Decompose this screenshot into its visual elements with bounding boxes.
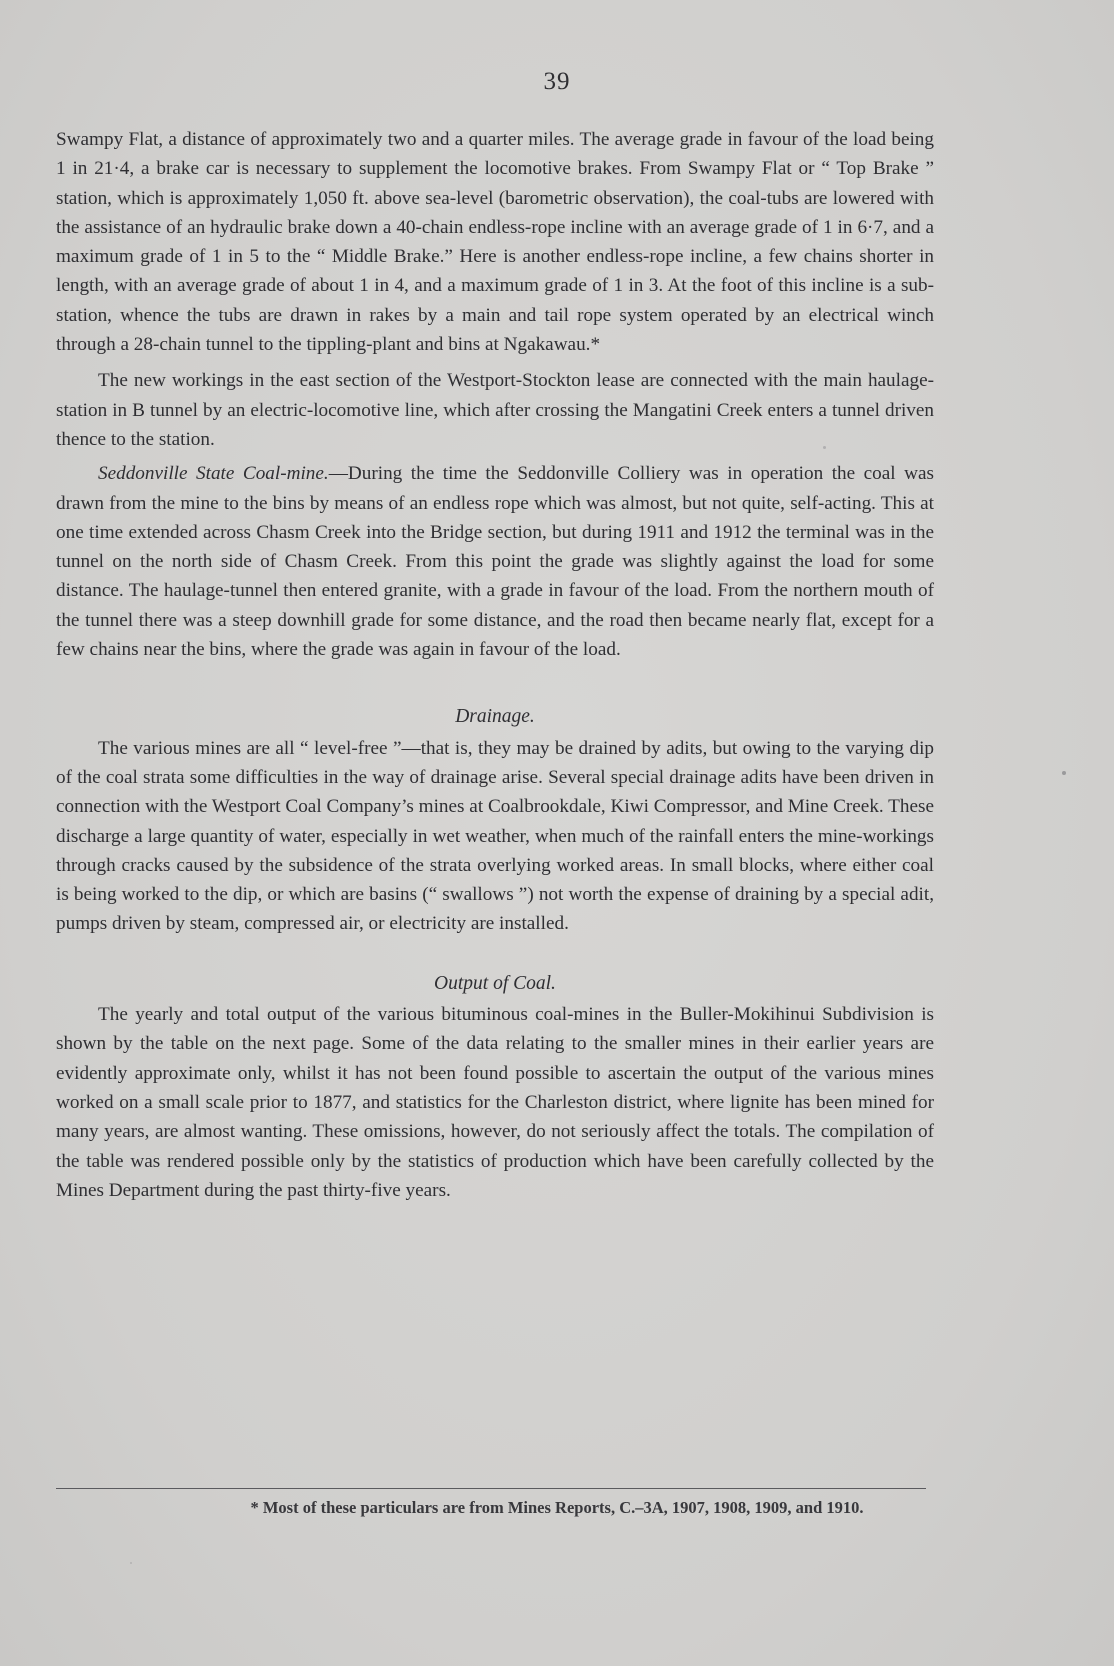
seddonville-lead-heading: Seddonville State Coal-mine. xyxy=(98,463,329,485)
paper-speck xyxy=(1062,771,1066,775)
page-number: 39 xyxy=(543,68,571,95)
paragraph-seddonville xyxy=(56,459,934,664)
section-heading-drainage: Drainage. xyxy=(455,706,535,728)
paragraph-drainage: The various mines are all “ level-free ”—that is, they may be drained by adits, but owing to the varying dip of the coal strata some difficulties in the way of drainage arise. Several special drainage adits have been driven in connection with the Westport Coal Company’s mines at Coalbrookdale, Kiwi Compressor, and Mine Creek. These discharge a large quantity of water, especially in wet weather, when much of the rainfall enters the mine-workings through cracks caused by the subsidence of the strata overlying worked areas. In small blocks, where either coal is being worked to the dip, or which are basins (“ swallows ”) not worth the expense of draining by a special adit, pumps driven by steam, compressed air, or electricity are installed. xyxy=(56,737,934,935)
paragraph-output: The yearly and total output of the various bituminous coal-mines in the Buller-Mokihinui Subdivision is shown by the table on the next page. Some of the data relating to the smaller mines in their earlier years are evidently approximate only, whilst it has not been found possible to ascertain the output of the various mines worked on a small scale prior to 1877, and statistics for the Charleston district, where lignite has been mined for many years, are almost wanting. These omissions, however, do not seriously affect the totals. The compilation of the table was rendered possible only by the statistics of production which have been carefully collected by the Mines Department during the past thirty-five years. xyxy=(56,1004,934,1201)
paper-speck xyxy=(823,446,826,449)
section-heading-output: Output of Coal. xyxy=(434,972,556,994)
paragraph-haulage-swampy-flat: Swampy Flat, a distance of approximately two and a quarter miles. The average grade in favour of the load being 1 in 21·4, a brake car is necessary to supplement the locomotive brakes. From Swampy Flat or “ Top Brake ” station, which is approximately 1,050 ft. above sea-level (barometric observation), the coal-tubs are lowered with the assistance of an hydraulic brake down a 40-chain endless-rope incline with an average grade of 1 in 6·7, and a maximum grade of 1 in 5 to the “ Middle Brake.” Here is another endless-rope incline, a few chains shorter in length, with an average grade of about 1 in 4, and a maximum grade of 1 in 3. At the foot of this incline is a sub-station, whence the tubs are drawn in rakes by a main and tail rope system operated by an electrical winch through a 28-chain tunnel to the tippling-plant and bins at Ngakawau.* xyxy=(56,129,934,356)
footnote-divider xyxy=(56,1488,926,1489)
body-text xyxy=(56,125,934,1205)
seddonville-body: —During the time the Seddonville Colliery was in operation the coal was drawn from the mine to the bins by means of an endless rope which was almost, but not quite, self-acting. This at one time extended across Chasm Creek into the Bridge section, but during 1911 and 1912 the terminal was in the tunnel on the north side of Chasm Creek. From this point the grade was slightly against the load for some distance. The haulage-tunnel then entered granite, with a grade in favour of the load. From the northern mouth of the tunnel there was a steep downhill grade for some distance, and the road then became nearly flat, except for a few chains near the bins, where the grade was again in favour of the load. xyxy=(56,463,934,661)
paper-speck xyxy=(130,1562,132,1564)
footnote: * Most of these particulars are from Mines Reports, C.–3A, 1907, 1908, 1909, and 1910. xyxy=(250,1498,864,1517)
paragraph-westport-stockton: The new workings in the east section of the Westport-Stockton lease are connected with the main haulage-station in B tunnel by an electric-locomotive line, which after crossing the Mangatini Creek enters a tunnel driven thence to the station. xyxy=(56,370,934,450)
